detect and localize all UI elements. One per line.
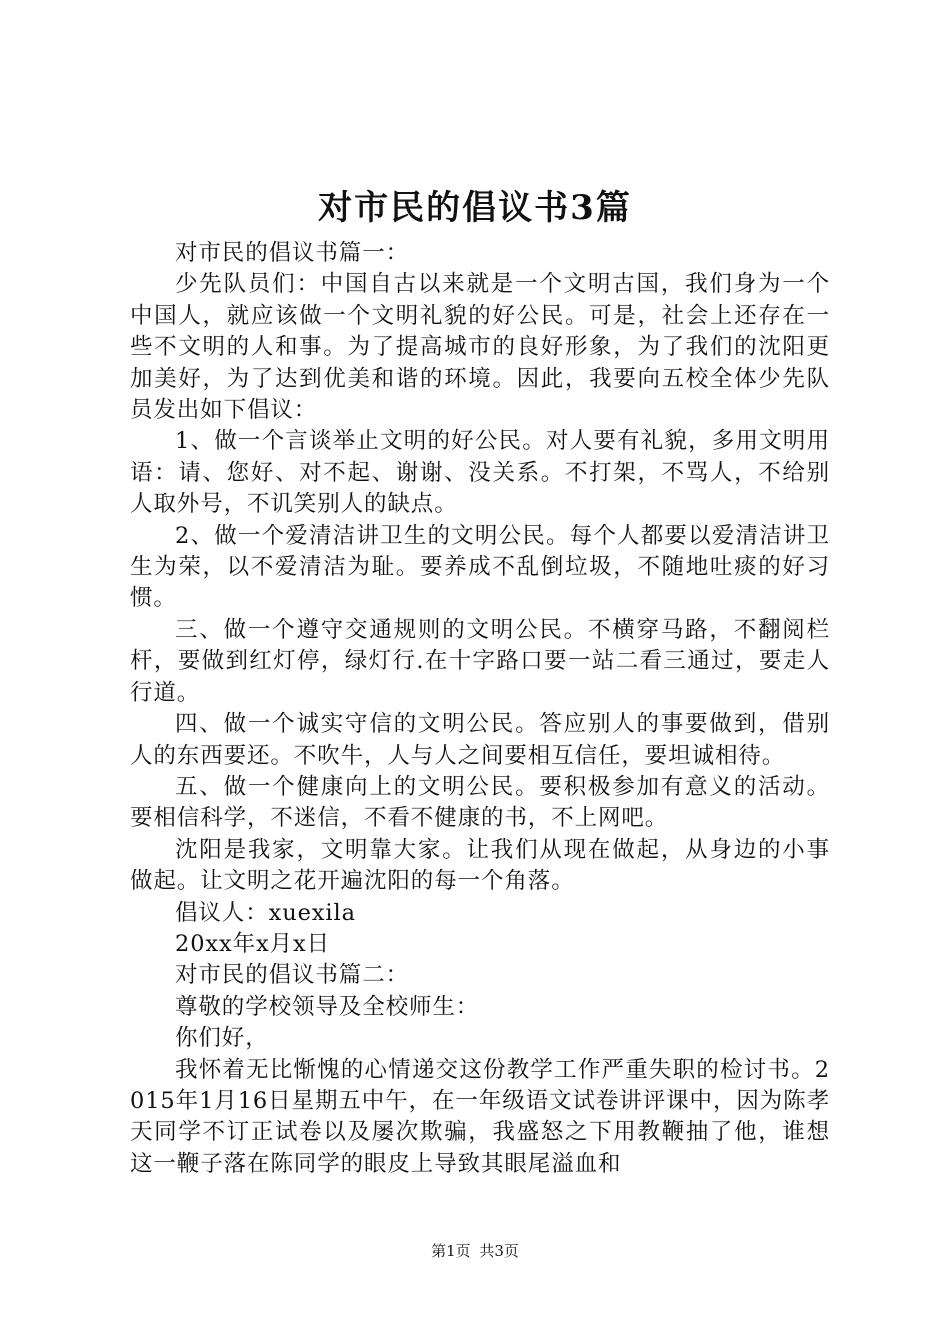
paragraph-date: 20xx年x月x日 xyxy=(175,930,330,957)
paragraph-section-heading-2: 对市民的倡议书篇二： xyxy=(175,962,410,989)
paragraph-item-2: 2、做一个爱清洁讲卫生的文明公民。每个人都要以爱清洁讲卫生为荣，以不爱清洁为耻。要养成不乱倒垃圾，不随地吐痰的好习惯。 xyxy=(130,522,830,612)
page-total: 共3页 xyxy=(479,1242,519,1260)
document-title: 对市民的倡议书3篇 xyxy=(318,188,632,228)
paragraph-item-1: 1、做一个言谈举止文明的好公民。对人要有礼貌，多用文明用语：请、您好、对不起、谢谢、没关系。不打架，不骂人，不给别人取外号，不讥笑别人的缺点。 xyxy=(130,428,830,518)
paragraph-item-5: 五、做一个健康向上的文明公民。要积极参加有意义的活动。要相信科学，不迷信，不看不健康的书，不上网吧。 xyxy=(130,773,830,832)
paragraph-item-4: 四、做一个诚实守信的文明公民。答应别人的事要做到，借别人的东西要还。不吹牛，人与人之间要相互信任，要坦诚相待。 xyxy=(130,711,830,769)
paragraph-greeting: 少先队员们：中国自古以来就是一个文明古国，我们身为一个中国人，就应该做一个文明礼貌的好公民。可是，社会上还存在一些不文明的人和事。为了提高城市的良好形象，为了我们的沈阳更加美好，为了达到优美和谐的环境。因此，我要向五校全体少先队员发出如下倡议： xyxy=(130,271,830,424)
paragraph-closing: 沈阳是我家，文明靠大家。让我们从现在做起，从身边的小事做起。让文明之花开遍沈阳的每一个角落。 xyxy=(130,836,830,895)
page-footer xyxy=(0,1241,950,1261)
paragraph-item-3: 三、做一个遵守交通规则的文明公民。不横穿马路，不翻阅栏杆，要做到红灯停，绿灯行.在十字路口要一站二看三通过，要走人行道。 xyxy=(130,616,830,706)
paragraph-section-heading-1: 对市民的倡议书篇一： xyxy=(175,240,410,266)
paragraph-confession: 我怀着无比惭愧的心情递交这份教学工作严重失职的检讨书。2015年1月16日星期五中午，在一年级语文试卷讲评课中，因为陈孝天同学不订正试卷以及屡次欺骗，我盛怒之下用教鞭抽了他，谁想这一鞭子落在陈同学的眼皮上导致其眼尾溢血和 xyxy=(130,1056,830,1177)
paragraph-hello: 你们好， xyxy=(175,1025,269,1052)
paragraph-signer: 倡议人：xuexila xyxy=(175,899,356,926)
document-body xyxy=(130,238,830,1180)
page-number: 第1页 xyxy=(431,1242,471,1260)
paragraph-salutation: 尊敬的学校领导及全校师生： xyxy=(175,993,480,1020)
